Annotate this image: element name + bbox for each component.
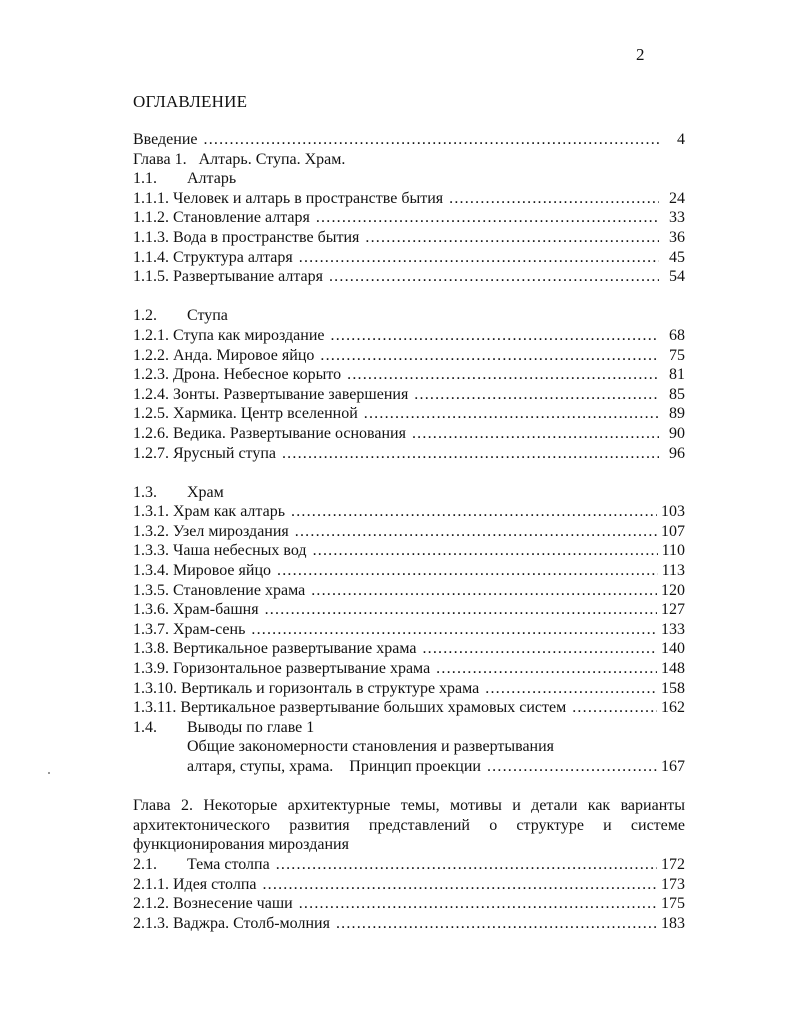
dot-leader <box>295 522 657 542</box>
entry-page: 110 <box>661 542 685 560</box>
scan-speck <box>48 772 50 774</box>
dot-leader <box>311 581 657 601</box>
section-number: 1.3. <box>133 483 157 501</box>
chapter-title: Глава 1. Алтарь. Ступа. Храм. <box>133 150 346 168</box>
entry-page: 103 <box>661 503 685 521</box>
toc-entry <box>133 228 685 248</box>
entry-page: 75 <box>669 346 685 364</box>
entry-label: 1.3.6. Храм-башня <box>133 601 259 619</box>
section-number: 1.4. <box>133 718 157 736</box>
entry-label: 1.3.8. Вертикальное развертывание храма <box>133 640 417 658</box>
page-number: 2 <box>636 45 645 64</box>
section-entries <box>133 326 685 463</box>
toc-entry <box>133 326 685 346</box>
dot-leader <box>299 248 659 268</box>
toc-entry <box>133 541 685 561</box>
entry-page: 173 <box>661 875 685 893</box>
entry-label: 1.3.2. Узел мироздания <box>133 522 289 540</box>
toc-entry <box>133 600 685 620</box>
dot-leader <box>265 600 657 620</box>
entry-label: 1.3.9. Горизонтальное развертывание храма <box>133 660 431 678</box>
page-title: ОГЛАВЛЕНИЕ <box>133 92 248 111</box>
toc-entry <box>133 855 685 875</box>
entry-page: 172 <box>661 855 685 873</box>
chapter-heading <box>133 150 685 170</box>
dot-leader <box>365 228 659 248</box>
entry-label: 1.3.5. Становление храма <box>133 581 306 599</box>
entry-label: 1.3.3. Чаша небесных вод <box>133 542 307 560</box>
entry-page: 167 <box>661 758 685 775</box>
entry-label: 2.1.1. Идея столпа <box>133 875 257 893</box>
toc-entry <box>133 522 685 542</box>
entry-page: 68 <box>669 326 685 344</box>
dot-leader <box>313 541 658 561</box>
section-number: 2.1. <box>133 855 157 873</box>
entry-page: 175 <box>661 895 685 913</box>
entry-page: 45 <box>669 248 685 266</box>
entry-page: 120 <box>661 581 685 599</box>
dot-leader <box>331 326 660 346</box>
section-title: Храм <box>187 483 224 501</box>
entry-page: 107 <box>661 522 685 540</box>
dot-leader <box>436 659 657 679</box>
dot-leader <box>364 404 659 424</box>
entry-page: 36 <box>669 228 685 246</box>
section-number: 1.2. <box>133 307 157 325</box>
entry-page: 54 <box>669 268 685 286</box>
dot-leader <box>320 346 659 366</box>
toc-entry <box>133 346 685 366</box>
dot-leader <box>277 561 658 581</box>
toc-entry <box>133 659 685 679</box>
entry-label: 1.2.2. Анда. Мировое яйцо <box>133 346 315 364</box>
dot-leader <box>347 365 659 385</box>
toc-entry <box>133 698 685 718</box>
dot-leader <box>291 502 657 522</box>
entry-label: 1.1.2. Становление алтаря <box>133 209 310 227</box>
entry-label: 1.2.3. Дрона. Небесное корыто <box>133 366 342 384</box>
dot-leader <box>251 620 657 640</box>
toc-entry <box>133 620 685 640</box>
toc-entry <box>133 267 685 287</box>
section-subtitle-text: Общие закономерности становления и развертывания <box>187 738 555 756</box>
section-entries <box>133 875 685 934</box>
toc-entry <box>133 914 685 934</box>
entry-label: 1.3.7. Храм-сень <box>133 620 246 638</box>
entry-label: 1.2.7. Ярусный ступа <box>133 444 276 462</box>
toc-entry <box>133 365 685 385</box>
dot-leader <box>414 385 659 405</box>
toc-entry <box>133 404 685 424</box>
dot-leader <box>412 424 659 444</box>
toc-entry <box>133 875 685 895</box>
entry-label: алтаря, ступы, храма. Принцип проекции <box>187 758 481 775</box>
toc-entry <box>133 894 685 914</box>
entry-label: 1.1.5. Развертывание алтаря <box>133 268 323 286</box>
entry-label: 1.1.1. Человек и алтарь в пространстве бытия <box>133 189 444 207</box>
toc-entry <box>133 679 685 699</box>
entry-label: 1.1.4. Структура алтаря <box>133 248 293 266</box>
entry-label: 2.1.3. Ваджра. Столб-молния <box>133 914 330 932</box>
section-heading <box>133 718 685 738</box>
entry-label: 1.2.1. Ступа как мироздание <box>133 326 325 344</box>
toc-entry <box>133 385 685 405</box>
entry-page: 133 <box>661 620 685 638</box>
section-heading <box>133 483 685 503</box>
dot-leader <box>276 855 657 875</box>
entry-label: 1.2.5. Хармика. Центр вселенной <box>133 405 358 423</box>
dot-leader <box>336 914 657 934</box>
entry-label: 1.3.10. Вертикаль и горизонталь в структуре храма <box>133 679 480 697</box>
entry-page: 81 <box>669 366 685 384</box>
section-number: 1.1. <box>133 170 157 188</box>
toc-entry <box>133 208 685 228</box>
dot-leader <box>262 875 657 895</box>
section-title: Выводы по главе 1 <box>187 718 315 736</box>
dot-leader <box>316 208 659 228</box>
toc-entry <box>133 189 685 209</box>
entry-label: 1.3.4. Мировое яйцо <box>133 562 272 580</box>
entry-page: 140 <box>661 640 685 658</box>
toc-entry <box>133 248 685 268</box>
section-title: Ступа <box>187 307 228 325</box>
entry-page: 113 <box>661 562 685 580</box>
entry-page: 89 <box>669 405 685 423</box>
entry-page: 96 <box>669 444 685 462</box>
section-heading <box>133 169 685 189</box>
entry-page: 158 <box>661 679 685 697</box>
toc-entry <box>133 581 685 601</box>
toc-entry <box>133 424 685 444</box>
entry-page: 85 <box>669 385 685 403</box>
dot-leader <box>329 267 659 287</box>
entry-label: 1.2.6. Ведика. Развертывание основания <box>133 424 406 442</box>
dot-leader <box>572 698 657 718</box>
entry-label: Тема столпа <box>187 855 270 873</box>
dot-leader <box>449 189 659 209</box>
entry-label: 1.1.3. Вода в пространстве бытия <box>133 228 360 246</box>
toc-entry <box>133 502 685 522</box>
entry-page: 90 <box>669 424 685 442</box>
entry-page: 4 <box>677 131 685 148</box>
section-entries <box>133 189 685 287</box>
dot-leader <box>487 757 657 777</box>
section-heading <box>133 306 685 326</box>
dot-leader <box>282 444 659 464</box>
dot-leader <box>422 639 657 659</box>
entry-page: 148 <box>661 660 685 678</box>
chapter-heading: Глава 2. Некоторые архитектурные темы, мотивы и детали как варианты архитектонического развития представлений о структуре и системе функционирования мироздания <box>133 797 685 854</box>
table-of-contents <box>133 130 685 933</box>
toc-entry <box>133 561 685 581</box>
dot-leader <box>204 130 660 150</box>
dot-leader <box>485 679 657 699</box>
toc-entry <box>133 757 685 777</box>
entry-page: 127 <box>661 601 685 619</box>
toc-entry-intro <box>133 130 685 150</box>
section-title: Алтарь <box>187 170 237 188</box>
entry-label: 2.1.2. Вознесение чаши <box>133 895 293 913</box>
dot-leader <box>299 894 657 914</box>
entry-page: 162 <box>661 699 685 717</box>
entry-page: 183 <box>661 914 685 932</box>
toc-entry <box>133 444 685 464</box>
entry-label: Введение <box>133 131 198 148</box>
section-subtitle <box>133 737 685 757</box>
entry-label: 1.3.1. Храм как алтарь <box>133 503 285 521</box>
toc-entry <box>133 639 685 659</box>
entry-label: 1.3.11. Вертикальное развертывание больших храмовых систем <box>133 699 567 717</box>
entry-label: 1.2.4. Зонты. Развертывание завершения <box>133 385 409 403</box>
entry-page: 33 <box>669 209 685 227</box>
section-entries <box>133 502 685 718</box>
entry-page: 24 <box>669 189 685 207</box>
